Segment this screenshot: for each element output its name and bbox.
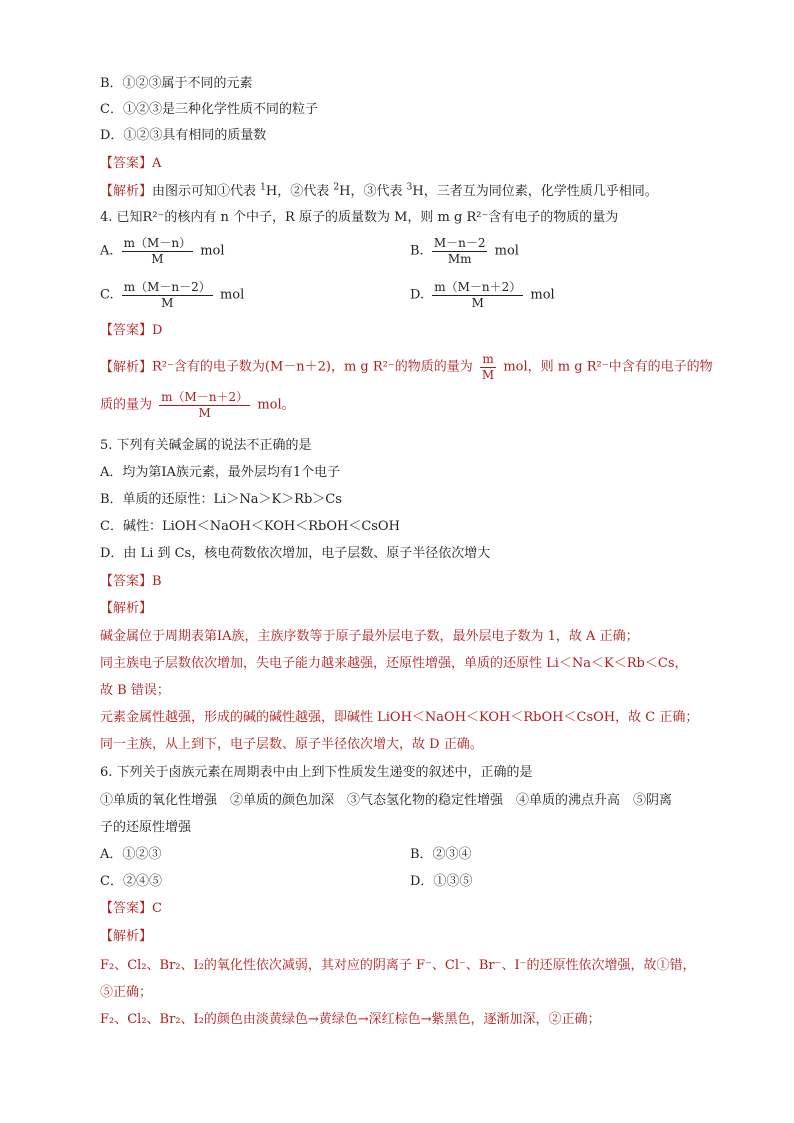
q6-analysis-line-1: F₂、Cl₂、Br₂、I₂的氧化性依次减弱，其对应的阴离子 F⁻、Cl⁻、Br⁻、I⁻的还原性依次增强，故①错， [100,958,696,973]
fraction [432,280,523,311]
q5-analysis-line-4: 元素金属性越强，形成的碱的碱性越强，即碱性 LiOH＜NaOH＜KOH＜RbOH＜CsOH，故 C 正确； [100,710,699,725]
analysis-tag: 【解析】 [100,184,153,199]
numerator: m（M－n） [123,236,192,250]
q5-analysis-line-3: 故 B 错误； [100,683,170,698]
fraction [122,236,193,267]
denominator: M [198,406,211,420]
q5-option-b: B．单质的还原性：Li＞Na＞K＞Rb＞Cs [100,492,342,507]
unit: mol [200,243,225,259]
option-label: A. [100,243,114,259]
q6-option-d: D．①③⑤ [410,874,473,889]
numerator: m [480,352,496,368]
denominator: Mm [447,252,472,266]
q6-analysis-line-2: ⑤正确； [100,985,153,1000]
q4-analysis-2b: mol。 [257,397,295,413]
unit: mol [530,287,555,303]
symbol-h: H [339,184,351,199]
fraction [122,280,213,311]
q5-analysis-line-1: 碱金属位于周期表第ⅠA族，主族序数等于原子最外层电子数，最外层电子数为 1，故 A 正确； [100,629,639,644]
q5-analysis-line-2: 同主族电子层数依次增加，失电子能力越来越强，还原性增强，单质的还原性 Li＜Na＜K＜Rb＜Cs， [100,656,688,671]
q6-option-a: A．①②③ [100,847,162,862]
q6-items-line-1: ①单质的氧化性增强 ②单质的颜色加深 ③气态氢化物的稳定性增强 ④单质的沸点升高 ⑤阴离 [100,793,673,808]
q6-option-b: B．②③④ [410,847,472,862]
q5-option-c: C．碱性：LiOH＜NaOH＜KOH＜RbOH＜CsOH [100,519,400,534]
mass-number-3: 3 [406,182,413,193]
unit: mol [494,243,519,259]
q5-analysis-tag: 【解析】 [100,601,153,616]
q3-analysis-b: ，②代表 [277,184,330,199]
numerator: m（M－n－2） [123,280,211,294]
q3-answer: 【答案】A [100,156,162,171]
q3-option-c: C．①②③是三种化学性质不同的粒子 [100,102,318,117]
q4-option-d [410,280,555,311]
mass-number-2: 2 [333,182,340,193]
numerator: M－n－2 [433,236,486,250]
q4-option-a [100,236,225,267]
denominator: M [481,368,495,382]
denominator: M [471,296,484,310]
q3-analysis-c: ，③代表 [350,184,403,199]
q3-analysis [100,183,658,201]
numerator: m（M－n＋2） [434,280,522,294]
symbol-h: H [265,184,278,199]
q5-analysis-line-5: 同一主族，从上到下，电子层数、原子半径依次增大，故 D 正确。 [100,737,483,752]
q5-option-a: A．均为第ⅠA族元素，最外层均有1个电子 [100,465,341,480]
denominator: M [151,252,164,266]
fraction [480,352,496,383]
q5-option-d: D．由 Li 到 Cs，核电荷数依次增加，电子层数、原子半径依次增大 [100,546,491,561]
mass-number-1: 1 [260,182,266,193]
q4-stem: 4. 已知R²⁻的核内有 n 个中子，R 原子的质量数为 M，则 m g R²⁻含有电子的物质的量为 [100,210,619,225]
q3-analysis-d: ，三者互为同位素，化学性质几乎相同。 [423,184,658,199]
q3-analysis-a: 由图示可知①代表 [152,184,257,199]
q4-analysis-line-2 [100,390,295,421]
q6-items-line-2: 子的还原性增强 [100,820,192,835]
q6-answer: 【答案】C [100,901,162,916]
q6-option-c: C．②④⑤ [100,874,162,889]
q4-analysis-1b: mol，则 m g R²⁻中含有的电子的物 [503,359,713,375]
denominator: M [161,296,174,310]
option-label: D. [410,287,425,303]
option-label: B. [410,243,424,259]
numerator: m（M－n＋2） [161,390,249,404]
q6-analysis-tag: 【解析】 [100,929,153,944]
q4-analysis-line-1 [100,352,713,383]
q5-answer: 【答案】B [100,574,162,589]
q5-stem: 5. 下列有关碱金属的说法不正确的是 [100,438,312,453]
analysis-tag: 【解析】 [100,360,153,375]
symbol-h: H [412,184,424,199]
fraction [159,390,250,421]
q4-option-c [100,280,244,311]
unit: mol [219,287,245,303]
q4-analysis-1a: R²⁻含有的电子数为(M－n＋2)，m g R²⁻的物质的量为 [152,359,473,375]
q6-analysis-line-3: F₂、Cl₂、Br₂、I₂的颜色由淡黄绿色→黄绿色→深红棕色→紫黑色，逐渐加深，②正确； [100,1012,601,1027]
q4-answer: 【答案】D [100,323,163,338]
q6-stem: 6. 下列关于卤族元素在周期表中由上到下性质发生递变的叙述中，正确的是 [100,765,533,780]
q4-analysis-2a: 质的量为 [100,397,153,413]
fraction [432,236,488,267]
q3-option-d: D．①②③具有相同的质量数 [100,128,267,143]
q3-option-b: B．①②③属于不同的元素 [100,76,253,91]
q4-option-b [410,236,519,267]
option-label: C. [100,287,114,303]
